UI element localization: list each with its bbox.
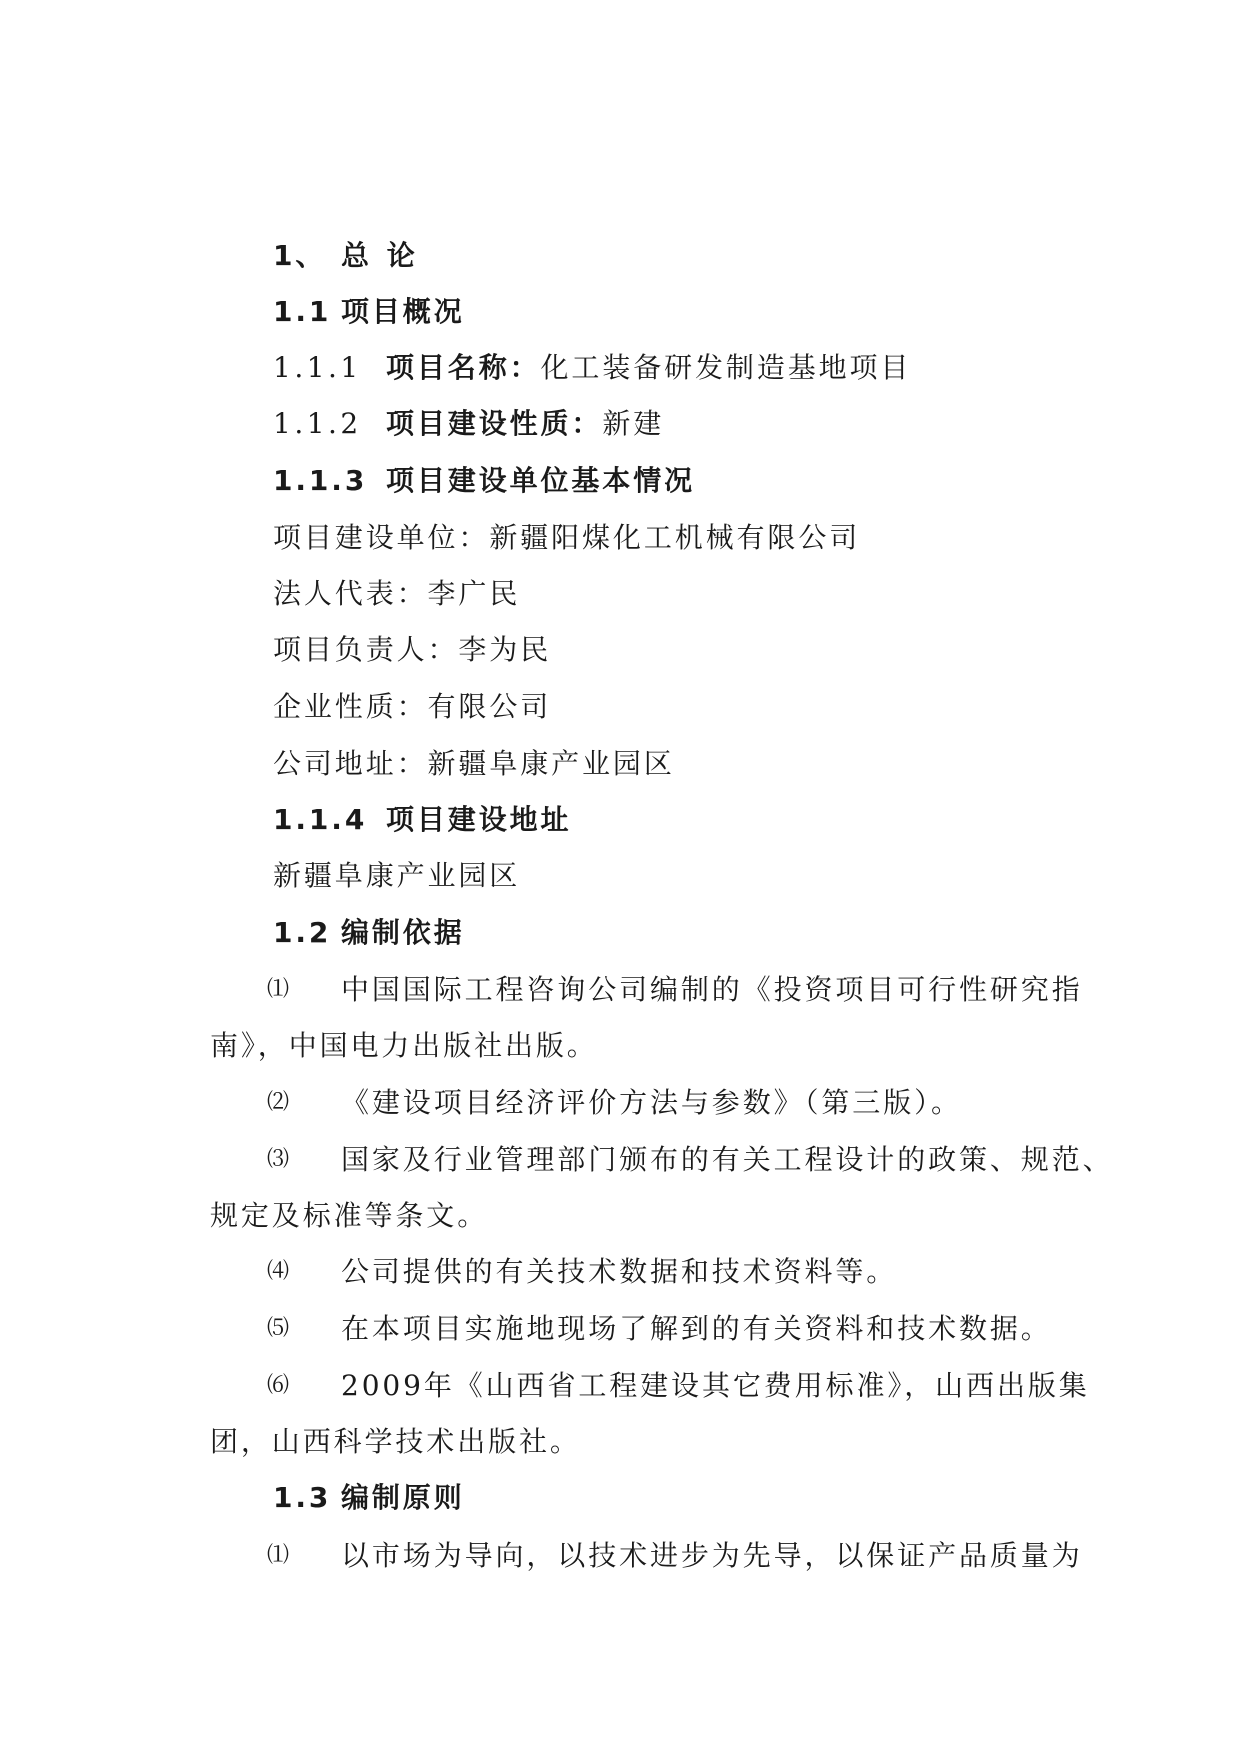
- section-heading-1-1: [273, 294, 465, 330]
- list-item-continuation: 南》，中国电力出版社出版。: [210, 1029, 598, 1062]
- section-heading-1-2: [273, 915, 465, 951]
- section-heading-1-3: [273, 1480, 465, 1516]
- section-number: 1.2: [273, 916, 332, 949]
- list-item-text: 以市场为导向，以技术进步为先导，以保证产品质量为: [341, 1539, 1083, 1572]
- field-value: 化工装备研发制造基地项目: [540, 351, 912, 384]
- subsection-1-1-2: [273, 406, 664, 442]
- section-number: 1.1: [273, 295, 332, 328]
- list-item-text: 公司提供的有关技术数据和技术资料等。: [341, 1255, 898, 1288]
- subsection-1-1-3: [273, 463, 695, 499]
- field-value: 李广民: [427, 577, 521, 610]
- subsection-1-1-4: [273, 802, 571, 838]
- info-field-enterprise-type: [273, 689, 551, 725]
- field-value: 有限公司: [427, 690, 552, 723]
- field-label: 项目名称：: [386, 351, 541, 384]
- info-field-company-address: [273, 746, 675, 782]
- list-item-text: 2009年《山西省工程建设其它费用标准》，山西出版集: [341, 1369, 1090, 1402]
- info-field-legal-representative: [273, 576, 520, 612]
- list-marker: ⑴: [267, 977, 290, 1002]
- list-item-continuation: 团，山西科学技术出版社。: [210, 1425, 581, 1458]
- list-item: [267, 1085, 962, 1121]
- field-label: 项目建设性质：: [386, 407, 603, 440]
- list-marker: ⑵: [267, 1090, 290, 1115]
- field-value: 新疆阜康产业园区: [427, 747, 675, 780]
- subsection-title: 项目建设地址: [386, 803, 572, 836]
- list-item: [267, 972, 1082, 1008]
- subsection-number: 1.1.1: [273, 351, 362, 384]
- subsection-number: 1.1.4: [273, 803, 368, 836]
- chapter-title: 总 论: [341, 239, 419, 272]
- field-label: 法人代表：: [273, 577, 428, 610]
- list-item: [267, 1254, 897, 1290]
- field-value: 李为民: [458, 633, 552, 666]
- list-item-text: 中国国际工程咨询公司编制的《投资项目可行性研究指: [341, 973, 1083, 1006]
- chapter-number: 1、: [273, 239, 327, 272]
- section-title: 编制依据: [341, 916, 465, 949]
- subsection-1-1-1: [273, 350, 911, 386]
- list-marker: ⑹: [267, 1373, 290, 1398]
- info-field-project-leader: [273, 632, 551, 668]
- field-label: 企业性质：: [273, 690, 428, 723]
- list-marker: ⑷: [267, 1259, 290, 1284]
- list-marker: ⑸: [267, 1316, 290, 1341]
- field-label: 项目负责人：: [273, 633, 459, 666]
- chapter-heading: [273, 238, 419, 274]
- list-item: [267, 1368, 1090, 1404]
- list-item-text: 《建设项目经济评价方法与参数》（第三版）。: [341, 1086, 962, 1119]
- field-label: 公司地址：: [273, 747, 428, 780]
- subsection-number: 1.1.2: [273, 407, 362, 440]
- list-item: [267, 1142, 1114, 1178]
- list-item-text: 在本项目实施地现场了解到的有关资料和技术数据。: [341, 1312, 1052, 1345]
- list-item-continuation: 规定及标准等条文。: [210, 1199, 489, 1232]
- section-number: 1.3: [273, 1481, 332, 1514]
- list-item: [267, 1311, 1052, 1347]
- list-item: [267, 1538, 1083, 1574]
- list-marker: ⑶: [267, 1147, 290, 1172]
- field-value: 新疆阳煤化工机械有限公司: [489, 521, 861, 554]
- subsection-number: 1.1.3: [273, 464, 368, 497]
- section-title: 编制原则: [341, 1481, 465, 1514]
- field-value: 新建: [602, 407, 665, 440]
- list-item-text: 国家及行业管理部门颁布的有关工程设计的政策、规范、: [341, 1143, 1114, 1176]
- field-label: 项目建设单位：: [273, 521, 490, 554]
- info-field-construction-unit: [273, 520, 860, 556]
- section-title: 项目概况: [341, 295, 465, 328]
- subsection-title: 项目建设单位基本情况: [386, 464, 696, 497]
- construction-address-text: 新疆阜康产业园区: [273, 859, 521, 892]
- list-marker: ⑴: [267, 1543, 290, 1568]
